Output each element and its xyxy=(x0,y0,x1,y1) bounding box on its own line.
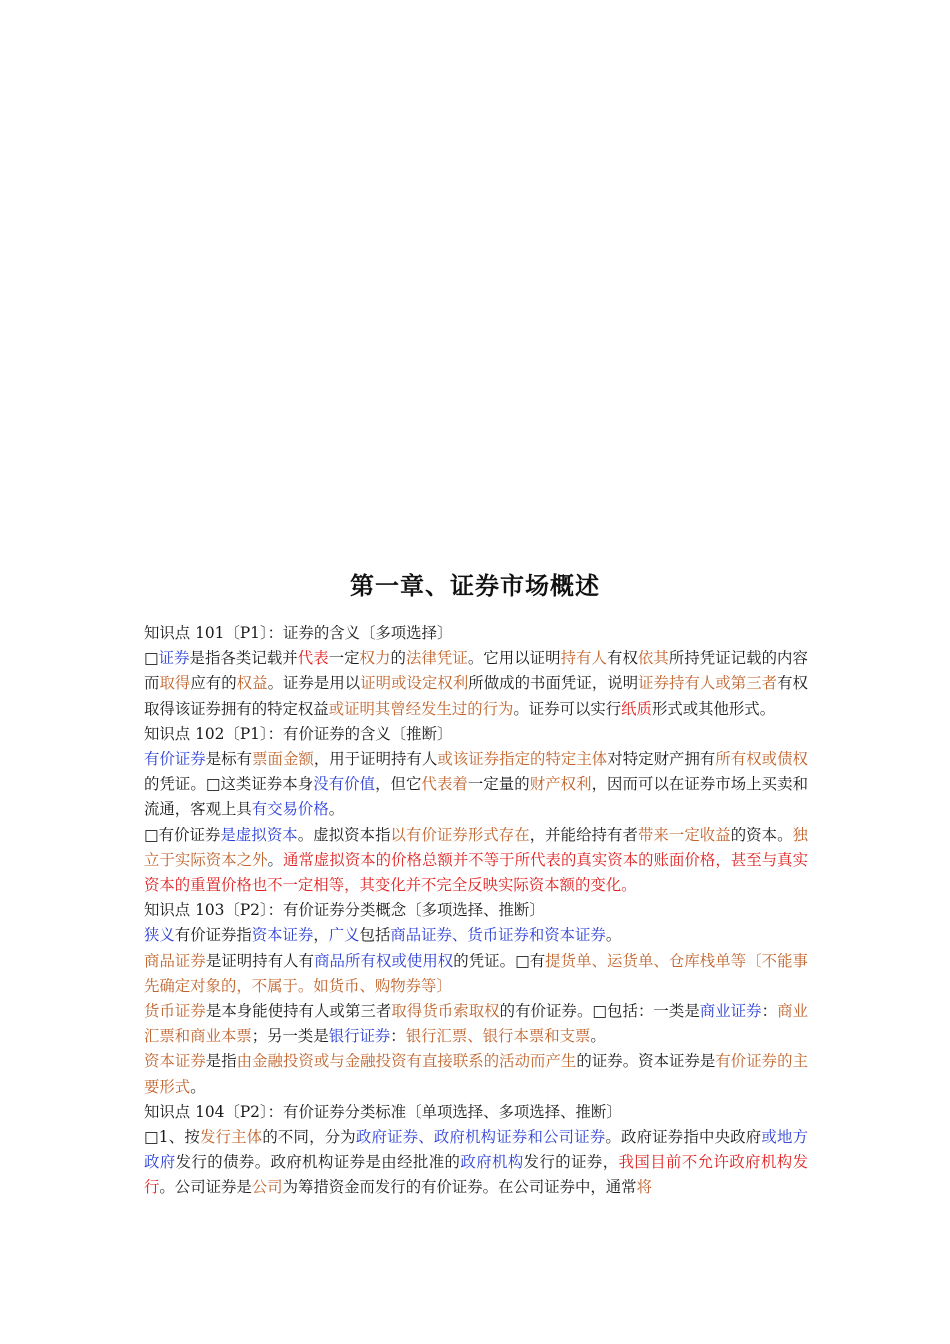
text-run: ， xyxy=(313,926,329,945)
text-run: ，因而可以在证券市场上买卖和流通，客观上具 xyxy=(144,775,808,819)
text-run: 政府机构 xyxy=(460,1153,524,1172)
paragraph xyxy=(144,1100,808,1125)
text-run: 商品所有权或使用权 xyxy=(314,951,454,970)
text-run: 。它用以证明 xyxy=(467,649,561,668)
text-run: 的 xyxy=(390,649,406,668)
text-run: 。证券是用以 xyxy=(267,674,361,693)
text-run: 商业证券 xyxy=(699,1002,762,1021)
text-run: 知识点 101〔P1〕：证券的含义〔多项选择〕 xyxy=(144,624,453,642)
text-run: 货币证券 xyxy=(144,1002,206,1021)
text-run: 包括 xyxy=(359,926,391,945)
text-run: 银行证券 xyxy=(328,1027,391,1046)
text-run: 知识点 103〔P2〕：有价证券分类概念〔多项选择、推断〕 xyxy=(144,901,545,920)
text-run: 发行主体 xyxy=(199,1128,263,1147)
text-run: 所持凭证记载的内容而 xyxy=(144,649,808,693)
text-run: ，用于证明持有人 xyxy=(313,750,438,769)
text-run: 对特定财产拥有 xyxy=(607,750,716,769)
text-run: 或证明其曾经发生过的行为 xyxy=(328,699,514,718)
text-run: 或该证券指定的特定主体 xyxy=(437,750,608,769)
text-run: 由金融投资或与金融投资有直接联系的活动而产生 xyxy=(236,1052,577,1071)
text-run: 形式或其他形式。 xyxy=(651,699,776,718)
text-run: 商品证券 xyxy=(144,951,206,970)
text-run: 取得 xyxy=(159,674,191,693)
paragraph xyxy=(144,999,808,1049)
text-run: 没有价值 xyxy=(313,775,376,794)
text-run: 取得货币索取权 xyxy=(391,1002,500,1021)
text-run: 票面金额 xyxy=(252,750,314,769)
text-run: 资本证券 xyxy=(144,1052,206,1071)
text-run: 。政府证券指中央政府 xyxy=(605,1128,762,1147)
paragraph xyxy=(144,949,808,999)
text-run: 证明或设定权利 xyxy=(360,674,469,693)
text-run: 代表 xyxy=(297,649,329,668)
text-run: 资本证券 xyxy=(251,926,314,945)
text-run: 知识点 104〔P2〕：有价证券分类标准〔单项选择、多项选择、推断〕 xyxy=(144,1102,622,1121)
text-run: 的有价证券。□包括：一类是 xyxy=(499,1002,700,1021)
paragraph xyxy=(144,646,808,722)
text-run: 。 xyxy=(605,926,622,945)
text-run: 。虚拟资本指 xyxy=(297,825,391,844)
text-run: 是证明持有人有 xyxy=(205,951,315,970)
text-run: □有价证券 xyxy=(144,825,221,844)
text-run: 通常虚拟资本的价格总额并不等于所代表的真实资本的账面价格，甚至与真实资本的重置价格也不一定相等，其变化并不完全反映实际资本额的变化。 xyxy=(144,850,808,895)
text-run: 是虚拟资本 xyxy=(220,825,298,844)
text-run: 银行汇票、银行本票和支票 xyxy=(405,1027,591,1046)
text-run: 。 xyxy=(590,1027,606,1046)
text-run: 的凭证。□这类证券本身 xyxy=(144,775,314,794)
text-run: 证券 xyxy=(158,649,190,668)
paragraph xyxy=(144,621,808,646)
text-run: ，但它 xyxy=(375,775,422,794)
text-run: 有价证券的主要形式 xyxy=(144,1052,808,1096)
text-run: 所做成的书面凭证，说明 xyxy=(468,674,639,693)
text-run: 发行的债券。政府机构证券是由经批准的 xyxy=(175,1153,461,1172)
text-run: ；另一类是 xyxy=(251,1027,329,1046)
text-run: 我国目前不允许政府机构发行 xyxy=(144,1153,808,1197)
text-run: 的资本。 xyxy=(730,825,793,844)
text-run: 或地方政府 xyxy=(144,1128,808,1172)
text-run: 将 xyxy=(636,1178,652,1197)
text-run: ： xyxy=(761,1002,778,1021)
paragraph xyxy=(144,1049,808,1099)
text-run: 发行的证券， xyxy=(523,1153,619,1172)
text-run: 公司 xyxy=(251,1178,283,1197)
text-run: 是本身能使持有人或第三者 xyxy=(205,1002,392,1021)
text-run: 提货单、运货单、仓库栈单等〔不能事先确定对象的，不属于。如货币、购物券等〕 xyxy=(144,951,808,995)
text-run: 一定 xyxy=(328,649,360,668)
text-run: 应有的 xyxy=(190,674,237,693)
text-run: 权益 xyxy=(236,674,268,693)
text-run: 有权 xyxy=(607,649,638,668)
text-run: 有价证券 xyxy=(144,750,206,769)
text-run: 证券持有人或第三者 xyxy=(638,674,778,693)
text-run: 的不同，分为 xyxy=(262,1128,356,1147)
text-run: 带来一定收益 xyxy=(637,825,731,844)
text-run: 持有人 xyxy=(560,649,607,668)
text-run: 。 xyxy=(190,1077,206,1096)
text-run: 法律凭证 xyxy=(406,649,468,668)
text-run: 是标有 xyxy=(205,750,253,769)
paragraph xyxy=(144,1125,808,1201)
text-run: 一定量的 xyxy=(467,775,530,794)
text-run: 以有价证券形式存在 xyxy=(390,825,530,844)
paragraph xyxy=(144,923,808,948)
text-run: 权力 xyxy=(359,649,391,668)
text-run: 代表着 xyxy=(421,775,468,794)
text-run: 商品证券、货币证券和资本证券 xyxy=(390,926,606,945)
text-run: 。 xyxy=(328,800,345,819)
chapter-title: 第一章、证券市场概述 xyxy=(350,571,600,600)
text-run: 有权取得该证券拥有的特定权益 xyxy=(144,674,808,718)
paragraph xyxy=(144,722,808,747)
text-run: □1、按 xyxy=(144,1128,200,1147)
paragraph xyxy=(144,823,808,899)
paragraph xyxy=(144,747,808,823)
text-run: 有交易价格 xyxy=(251,800,329,819)
text-run: 有价证券指 xyxy=(174,926,252,945)
text-run: 依其 xyxy=(637,649,669,668)
text-run: 广义 xyxy=(328,926,360,945)
text-run: 狭义 xyxy=(144,926,175,945)
text-run: ： xyxy=(390,1027,406,1046)
text-run: 政府证券、政府机构证券和公司证券 xyxy=(355,1128,606,1147)
text-run: 。证券可以实行 xyxy=(513,699,622,718)
text-run: □ xyxy=(144,649,159,668)
text-run: 独立于实际资本之外 xyxy=(144,825,808,869)
text-run: 是指各类记载并 xyxy=(189,649,298,668)
text-run: 知识点 102〔P1〕：有价证券的含义〔推断〕 xyxy=(144,724,453,743)
text-run: 的证券。资本证券是 xyxy=(576,1052,716,1071)
text-run: 商业汇票和商业本票 xyxy=(144,1002,808,1046)
text-run: 纸质 xyxy=(621,699,652,718)
text-run: ，并能给持有者 xyxy=(529,825,638,844)
text-run: 财产权利 xyxy=(529,775,592,794)
text-run: 。公司证券是 xyxy=(159,1178,252,1197)
text-run: 是指 xyxy=(205,1052,237,1071)
text-run: 所有权或债权 xyxy=(715,750,808,769)
paragraph xyxy=(144,898,808,923)
document-body xyxy=(144,621,808,1201)
text-run: 为筹措资金而发行的有价证券。在公司证券中，通常 xyxy=(282,1178,637,1197)
text-run: 。 xyxy=(267,850,283,869)
text-run: 的凭证。□有 xyxy=(453,951,546,970)
